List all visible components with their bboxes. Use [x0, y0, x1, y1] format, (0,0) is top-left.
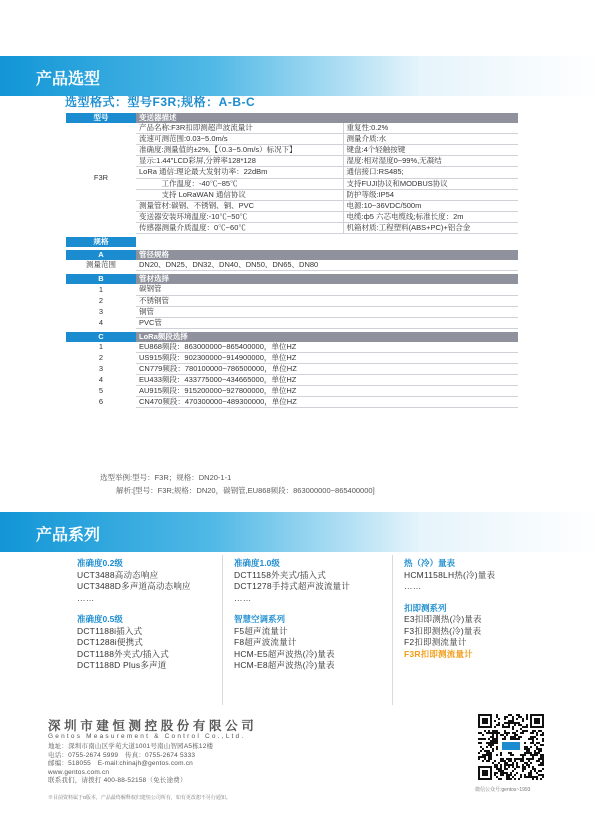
series-item: UCT3488D多声道高动态响应 — [77, 581, 191, 591]
spec-label-row — [66, 237, 518, 247]
block-b-code: B — [66, 274, 136, 284]
series-divider — [222, 555, 223, 705]
table-row — [66, 364, 518, 375]
option-code: 4 — [98, 317, 104, 327]
table-header-row — [66, 332, 518, 342]
series-item: F5超声流量计 — [234, 625, 288, 636]
table-row — [66, 386, 518, 397]
company-website[interactable]: www.gentos.com.cn — [48, 768, 110, 776]
selection-table — [66, 113, 518, 408]
series-group-title: 智慧空调系列 — [234, 614, 286, 624]
table-row — [66, 352, 518, 363]
series-divider — [392, 555, 393, 705]
table-header-row — [66, 274, 518, 284]
company-name-en: Gentos Measurement & Control Co.,Ltd. — [48, 733, 246, 740]
series-item: E3扣即测热(冷)量表 — [404, 614, 482, 624]
series-item: DCT1188i插入式 — [77, 625, 143, 636]
model-label: 型号 — [66, 113, 136, 123]
spec-cell: 键盘:4个轻触按键 — [343, 145, 518, 156]
section-title-selection: 产品选型 — [36, 71, 101, 88]
spec-cell: 传感器测量介质温度：0℃~60℃ — [136, 222, 343, 233]
option-code: 3 — [98, 306, 104, 316]
spec-cell: 测量介质:水 — [343, 134, 518, 145]
option-text: AU915频段：915200000~927800000，单位HZ — [136, 386, 518, 397]
series-group-title: 扣即测系列 — [404, 602, 447, 613]
example-analysis: 解析:[型号：F3R;规格：DN20，碳钢管,EU868频段：863000000~865400000] — [116, 486, 375, 495]
option-code: 6 — [98, 397, 104, 407]
spec-cell: 显示:1.44"LCD彩屏,分辨率128*128 — [136, 156, 343, 167]
option-text: 碳钢管 — [136, 284, 518, 295]
series-column-3 — [404, 558, 495, 660]
table-row — [66, 260, 518, 271]
series-group-title: 准确度0.5级 — [77, 614, 123, 624]
table-header-row — [66, 250, 518, 260]
option-code: 3 — [98, 364, 104, 374]
series-column-2 — [234, 558, 350, 672]
series-item: …… — [404, 581, 422, 591]
spec-cell: 电缆:ф5 六芯电缆线;标准长度：2m — [343, 211, 518, 222]
series-item: UCT3488高动态响应 — [77, 569, 159, 580]
series-item: DCT1158外夹式/插入式 — [234, 569, 326, 580]
footer-disclaimer: ※目前资料属于α版本，产品最终解释权归建恒公司所有，如有更改恕不另行通知。 — [48, 795, 231, 801]
spec-cell: 准确度:测量值的±2%,【（0.3~5.0m/s）标况下】 — [136, 145, 343, 156]
spec-cell: 湿度:相对湿度0~99%,无凝结 — [343, 156, 518, 167]
block-a-code: A — [66, 250, 136, 260]
option-text: EU433频段：433775000~434665000，单位HZ — [136, 375, 518, 386]
block-b-header: 管材选择 — [136, 274, 518, 284]
block-a-header: 管径规格 — [136, 250, 518, 260]
spec-cell: 工作温度：-40℃~85℃ — [136, 178, 343, 189]
spec-cell: 变送器安装环境温度:-10℃~50℃ — [136, 211, 343, 222]
spec-cell: LoRa 通信:理论最大发射功率：22dBm — [136, 167, 343, 178]
spec-cell: 电源:10~36VDC/500m — [343, 200, 518, 211]
company-hotline: 联系我们，请拨打 400-88-52158（免长途费） — [48, 777, 187, 785]
option-text: 铜管 — [136, 306, 518, 317]
spec-cell: 支持 LoRaWAN 通信协议 — [136, 189, 343, 200]
block-c-code: C — [66, 332, 136, 342]
option-text: CN470频段：470300000~489300000，单位HZ — [136, 397, 518, 408]
series-group-title: 准确度0.2级 — [77, 558, 123, 568]
table-row — [66, 317, 518, 328]
series-item: DCT1278手持式超声波流量计 — [234, 581, 351, 591]
series-item: …… — [234, 592, 252, 603]
qr-caption: 微信公众号:gentos~1993 — [475, 787, 531, 793]
option-code: 5 — [98, 386, 104, 396]
spec-cell: 重复性:0.2% — [343, 123, 518, 134]
option-code: 2 — [98, 352, 104, 362]
series-item: DCT1288i便携式 — [77, 637, 143, 647]
spec-cell: 产品名称:F3R扣即测超声波流量计 — [136, 123, 343, 134]
section-banner-selection — [0, 56, 600, 96]
company-name: 深圳市建恒测控股份有限公司 — [48, 719, 258, 733]
series-item: HCM1158LH热(冷)量表 — [404, 569, 496, 580]
range-label: 测量范围 — [86, 260, 116, 270]
option-text: PVC管 — [136, 317, 518, 328]
option-text: US915频段：902300000~914900000，单位HZ — [136, 352, 518, 363]
section-title-series: 产品系列 — [36, 527, 101, 544]
table-row — [66, 397, 518, 408]
spec-cell: 防护等级:IP54 — [343, 189, 518, 200]
spec-cell: 流速可测范围:0.03~5.0m/s — [136, 134, 343, 145]
table-row — [66, 342, 518, 353]
spec-label: 规格 — [66, 237, 136, 247]
block-c-header: LoRa频段选择 — [136, 332, 518, 342]
company-info — [48, 716, 257, 786]
option-text: EU868频段：863000000~865400000，单位HZ — [136, 342, 518, 353]
description-header: 变送器描述 — [136, 113, 518, 123]
option-text: CN779频段：780100000~786500000，单位HZ — [136, 364, 518, 375]
series-item: F2扣即测流量计 — [404, 637, 467, 647]
selection-example — [100, 471, 375, 497]
section-banner-series — [0, 512, 600, 552]
option-code: 1 — [98, 342, 104, 352]
range-value: DN20、DN25、DN32、DN40、DN50、DN65、DN80 — [136, 260, 518, 271]
company-phone: 电话：0755-2674 5999 传真：0755-2674 5333 — [48, 751, 196, 759]
table-header-row — [66, 113, 518, 123]
example-line: 选型举例:型号：F3R；规格：DN20-1-1 — [100, 473, 232, 482]
option-code: 1 — [98, 284, 104, 294]
series-group-title: 准确度1.0级 — [234, 558, 280, 568]
option-text: 不锈钢管 — [136, 295, 518, 306]
series-group-title: 热（冷）量表 — [404, 558, 456, 568]
table-row — [66, 375, 518, 386]
series-item: DCT1188D Plus多声道 — [77, 660, 167, 670]
series-item: HCM-E8超声波热(冷)量表 — [234, 660, 335, 670]
company-address: 地址：深圳市南山区学苑大道1001号南山智园A5栋12楼 — [48, 743, 214, 750]
series-item: HCM-E5超声波热(冷)量表 — [234, 648, 335, 659]
model-value: F3R — [93, 173, 109, 183]
table-row — [66, 306, 518, 317]
spec-cell: 机箱材质:工程塑料(ABS+PC)+铝合金 — [343, 222, 518, 233]
series-item: F3扣即测热(冷)量表 — [404, 625, 482, 636]
series-item-highlight: F3R扣即测流量计 — [404, 648, 473, 659]
table-row — [66, 123, 518, 134]
table-row — [66, 295, 518, 306]
spec-cell: 测量管材:碳钢、不锈钢、铜、PVC — [136, 200, 343, 211]
series-item: F8超声波流量计 — [234, 637, 297, 647]
spec-cell: 支持FUJI协议和MODBUS协议 — [343, 178, 518, 189]
option-code: 2 — [98, 295, 104, 305]
company-email: 邮编：518055 E-mail:chinajh@gentos.com.cn — [48, 760, 193, 768]
wechat-qr-code — [478, 714, 544, 780]
series-item: DCT1188外夹式/插入式 — [77, 648, 169, 659]
option-code: 4 — [98, 375, 104, 385]
series-column-1 — [77, 558, 191, 672]
table-row — [66, 284, 518, 295]
spec-cell: 通信接口:RS485; — [343, 167, 518, 178]
series-item: …… — [77, 592, 95, 603]
selection-format-subtitle: 选型格式：型号F3R;规格：A-B-C — [65, 95, 256, 109]
